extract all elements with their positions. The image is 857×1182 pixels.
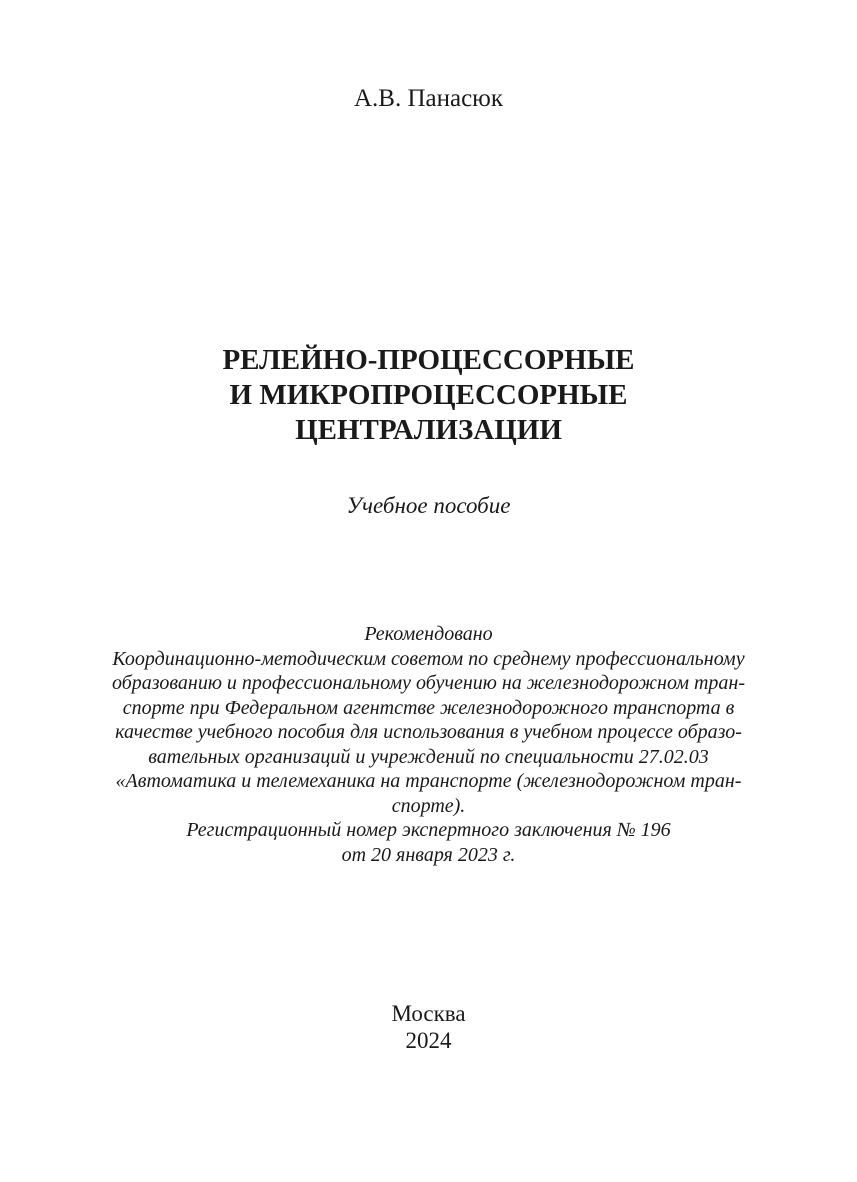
recommendation-line: Рекомендовано [364, 623, 493, 645]
recommendation-line: Координационно-методическим советом по среднему профессиональному [112, 647, 745, 670]
author-name: А.В. Панасюк [353, 85, 504, 112]
publication-place-year [0, 1000, 857, 1054]
book-title-line-2: И МИКРОПРОЦЕССОРНЫЕ [229, 379, 628, 411]
book-subtitle: Учебное пособие [346, 493, 511, 518]
book-title-line-1: РЕЛЕЙНО-ПРОЦЕССОРНЫЕ [222, 344, 635, 376]
recommendation-block [0, 622, 857, 867]
recommendation-line: спорте). [391, 794, 466, 817]
recommendation-line: образованию и профессиональному обучению на железнодорожном тран- [112, 672, 745, 694]
recommendation-line: Регистрационный номер экспертного заключения № 196 [186, 819, 671, 841]
recommendation-line: «Автоматика и телемеханика на транспорте (железнодорожном тран- [115, 770, 742, 792]
publication-city: Москва [391, 1001, 466, 1026]
recommendation-line: спорте при Федеральном агентстве железнодорожного транспорта в [122, 696, 735, 719]
publication-year: 2024 [405, 1028, 452, 1053]
book-title-line-3: ЦЕНТРАЛИЗАЦИИ [295, 414, 562, 446]
book-title [0, 343, 857, 448]
recommendation-line: от 20 января 2023 г. [341, 843, 516, 866]
recommendation-line: вательных организаций и учреждений по специальности 27.02.03 [148, 745, 709, 768]
recommendation-line: качестве учебного пособия для использования в учебном процессе образо- [115, 721, 742, 743]
